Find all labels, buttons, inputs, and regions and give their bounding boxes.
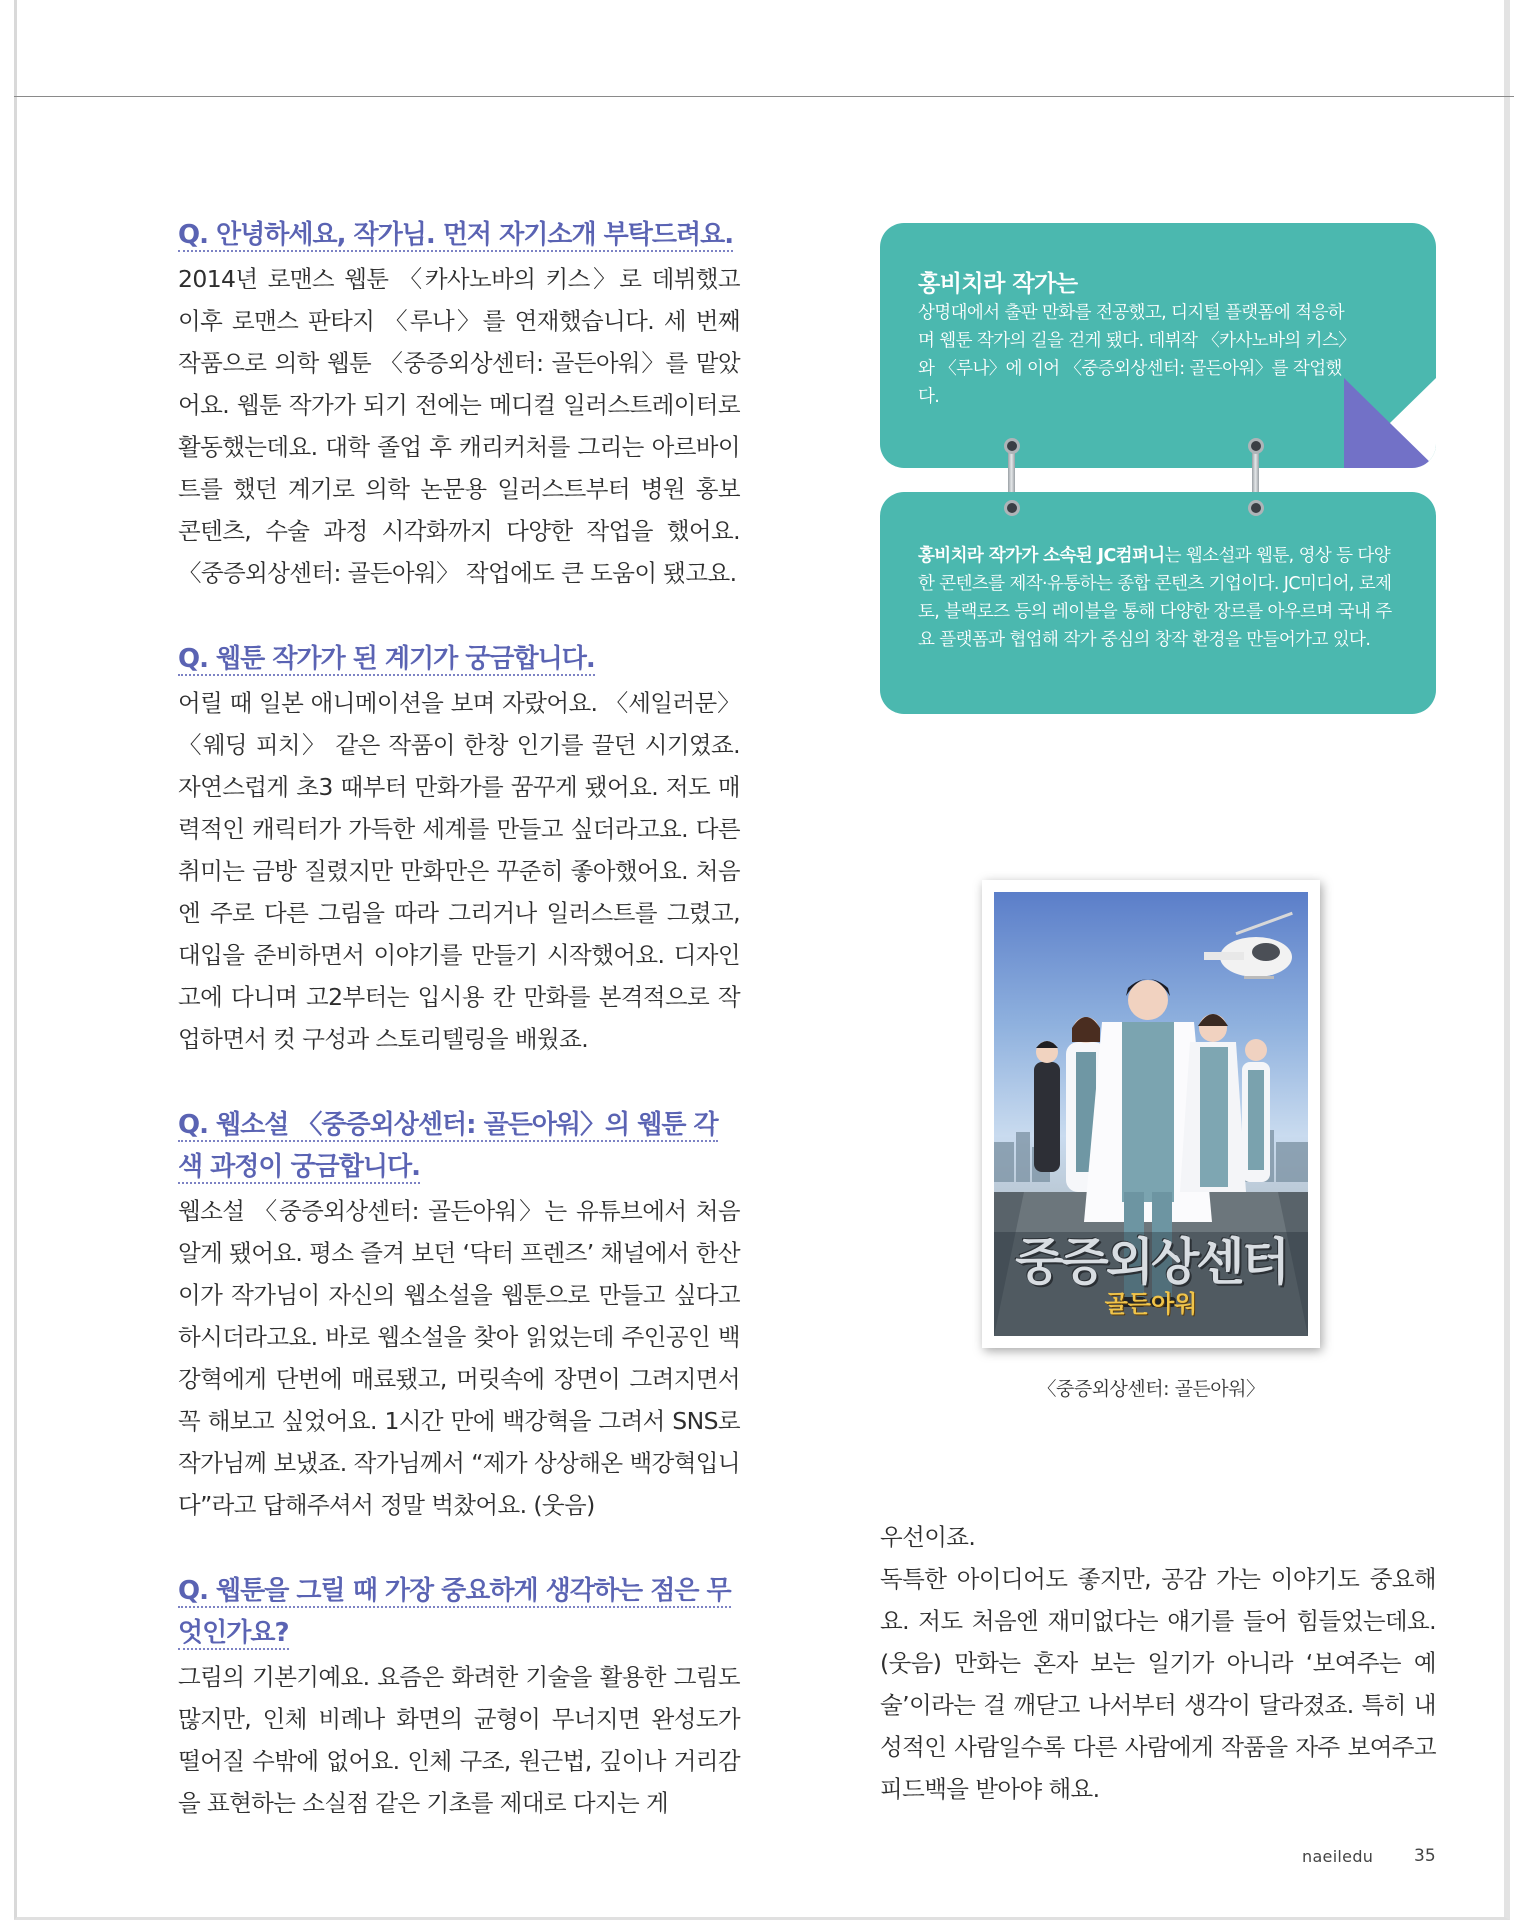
continued-answer [880,1516,1436,1810]
answer-paragraph: 그림의 기본기예요. 요즘은 화려한 기술을 활용한 그림도 많지만, 인체 비례나 화면의 균형이 무너지면 완성도가 떨어질 수밖에 없어요. 인체 구조, 원근법, 깊이나 거리감을 표현하는 소실점 같은 기초를 제대로 다지는 게 [178,1663,740,1817]
profile-bio: 상명대에서 출판 만화를 전공했고, 디지털 플랫폼에 적응하며 웹툰 작가의 길을 걷게 됐다. 데뷔작 〈카사노바의 키스〉와 〈루나〉에 이어 〈중증외상센터: 골든아워〉를 작업했다. [918,303,1347,407]
image-caption: 〈중증외상센터: 골든아워〉 [1037,1378,1265,1400]
answer-paragraph: 우선이죠. 독특한 아이디어도 좋지만, 공감 가는 이야기도 중요해요. 저도 처음엔 재미없다는 얘기를 들어 힘들었는데요. (웃음) 만화는 혼자 보는 일기가 아니라 ‘보여주는 예술’이라는 걸 깨닫고 나서부터 생각이 달라졌죠. 특히 내성적인 사람일수록 다른 사람에게 작품을 자주 보여주고 피드백을 받아야 해요. [880,1523,1436,1803]
page-curl-icon [1344,378,1436,468]
company-lead: 홍비치라 작가가 소속된 JC컴퍼니 [918,546,1165,566]
question-heading: Q. 안녕하세요, 작가님. 먼저 자기소개 부탁드려요. [178,220,734,250]
cover-artwork [994,892,1308,1336]
cover-subtitle-art: 골든아워 [1104,1290,1198,1318]
qa-block [178,214,740,594]
answer-paragraph: 웹소설 〈중증외상센터: 골든아워〉는 유튜브에서 처음 알게 됐어요. 평소 즐겨 보던 ‘닥터 프렌즈’ 채널에서 한산이가 작가님이 자신의 웹소설을 웹툰으로 만들고 싶다고 하시더라고요. 바로 웹소설을 찾아 읽었는데 주인공인 백강혁에게 단번에 매료됐고, 머릿속에 장면이 그려지면서 꼭 해보고 싶었어요. 1시간 만에 백강혁을 그려서 SNS로 작가님께 보냈죠. 작가님께서 “제가 상상해온 백강혁입니다”라고 답해주셔서 정말 벅찼어요. (웃음) [178,1197,740,1519]
binder-ring-icon [1252,450,1259,498]
ring-hole-icon [1004,500,1020,516]
ring-hole-icon [1004,438,1020,454]
ring-hole-icon [1248,500,1264,516]
page-number: 35 [1414,1846,1436,1866]
company-rest: 는 웹소설과 웹툰, 영상 등 다양한 콘텐츠를 제작·유통하는 종합 콘텐츠 기업이다. JC미디어, 로제토, 블랙로즈 등의 레이블을 통해 다양한 장르를 아우르며 국내 주요 플랫폼과 협업해 작가 중심의 창작 환경을 만들어가고 있다. [918,546,1392,650]
ring-hole-icon [1248,438,1264,454]
company-info-card [880,492,1436,714]
footer-brand: naeiledu [1302,1847,1374,1866]
question-heading: Q. 웹소설 〈중증외상센터: 골든아워〉의 웹툰 각색 과정이 궁금합니다. [178,1110,718,1182]
binder-ring-icon [1008,450,1015,498]
qa-block [178,1104,740,1526]
interview-column [178,214,740,1868]
question-heading: Q. 웹툰을 그릴 때 가장 중요하게 생각하는 점은 무엇인가요? [178,1576,731,1648]
answer-paragraph: 2014년 로맨스 웹툰 〈카사노바의 키스〉로 데뷔했고 이후 로맨스 판타지 〈루나〉를 연재했습니다. 세 번째 작품으로 의학 웹툰 〈중증외상센터: 골든아워〉를 맡았어요. 웹툰 작가가 되기 전에는 메디컬 일러스트레이터로 활동했는데요. 대학 졸업 후 캐리커처를 그리는 아르바이트를 했던 계기로 의학 논문용 일러스트부터 병원 홍보 콘텐츠, 수술 과정 시각화까지 다양한 작업을 했어요. 〈중증외상센터: 골든아워〉 작업에도 큰 도움이 됐고요. [178,265,740,587]
cover-title-art: 중증외상센터 [1015,1232,1287,1291]
webtoon-cover-image [982,880,1320,1348]
author-profile-card [880,223,1436,468]
company-description [918,542,1398,654]
question-heading: Q. 웹툰 작가가 된 계기가 궁금합니다. [178,644,595,674]
profile-title: 홍비치라 작가는 [918,271,1078,297]
header-rule [14,96,1514,97]
qa-block [178,1570,740,1824]
qa-block [178,638,740,1060]
answer-paragraph: 어릴 때 일본 애니메이션을 보며 자랐어요. 〈세일러문〉 〈웨딩 피치〉 같은 작품이 한창 인기를 끌던 시기였죠. 자연스럽게 초3 때부터 만화가를 꿈꾸게 됐어요. 저도 매력적인 캐릭터가 가득한 세계를 만들고 싶더라고요. 다른 취미는 금방 질렸지만 만화만은 꾸준히 좋아했어요. 처음엔 주로 다른 그림을 따라 그리거나 일러스트를 그렸고, 대입을 준비하면서 이야기를 만들기 시작했어요. 디자인고에 다니며 고2부터는 입시용 칸 만화를 본격적으로 작업하면서 컷 구성과 스토리텔링을 배웠죠. [178,689,740,1053]
